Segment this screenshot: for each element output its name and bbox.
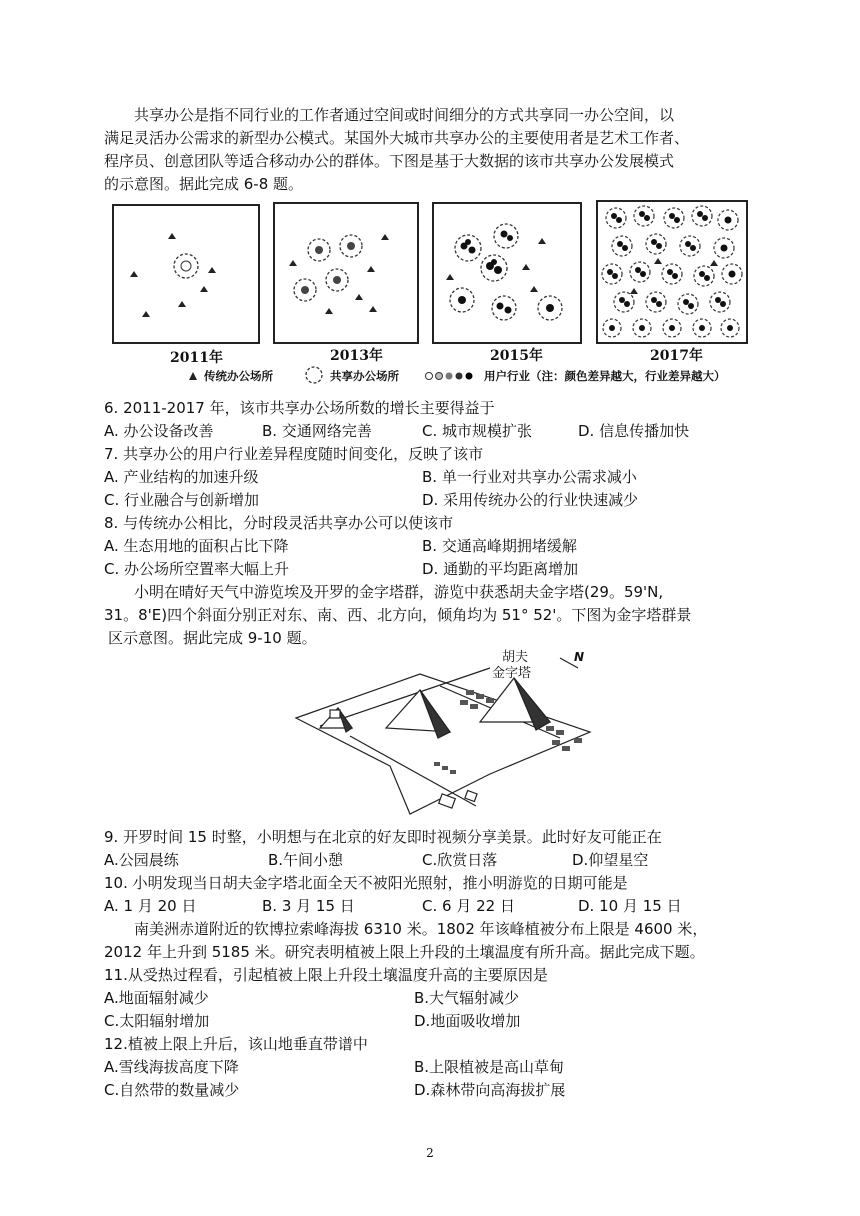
q12-option-c[interactable]: C.自然带的数量减少 bbox=[104, 1081, 240, 1099]
q8-option-d[interactable]: D. 通勤的平均距离增加 bbox=[422, 560, 579, 578]
khufu-label-line-2: 金字塔 bbox=[492, 666, 532, 681]
q7-stem: 7. 共享办公的用户行业差异程度随时间变化，反映了该市 bbox=[104, 445, 484, 463]
q8-option-a[interactable]: A. 生态用地的面积占比下降 bbox=[104, 537, 289, 555]
pyramid-complex-figure bbox=[290, 646, 610, 822]
q11-stem: 11.从受热过程看，引起植被上限上升段土壤温度升高的主要原因是 bbox=[104, 966, 548, 984]
q8-option-b[interactable]: B. 交通高峰期拥堵缓解 bbox=[422, 537, 577, 555]
q10-option-d[interactable]: D. 10 月 15 日 bbox=[578, 897, 682, 915]
q12-stem: 12.植被上限上升后，该山地垂直带谱中 bbox=[104, 1035, 368, 1053]
triangle-legend-icon bbox=[188, 371, 198, 381]
q12-option-d[interactable]: D.森林带向高海拔扩展 bbox=[414, 1081, 566, 1099]
q6-option-d[interactable]: D. 信息传播加快 bbox=[578, 422, 690, 440]
passage-1-line-3: 程序员、创意团队等适合移动办公的群体。下图是基于大数据的该市共享办公发展模式 bbox=[104, 152, 675, 170]
q10-stem: 10. 小明发现当日胡夫金字塔北面全天不被阳光照射，推小明游览的日期可能是 bbox=[104, 874, 628, 892]
legend-users-label: 用户行业（注：颜色差异越大，行业差异越大） bbox=[484, 369, 726, 383]
passage-1-line-4: 的示意图。据此完成 6-8 题。 bbox=[104, 175, 304, 193]
passage-3-line-1: 南美洲赤道附近的钦博拉索峰海拔 6310 米。1802 年该峰植被分布上限是 4600 米， bbox=[134, 920, 708, 938]
passage-2-line-3: 区示意图。据此完成 9-10 题。 bbox=[108, 629, 317, 647]
q11-option-d[interactable]: D.地面吸收增加 bbox=[414, 1012, 521, 1030]
panel-2017-map bbox=[598, 202, 746, 342]
q7-option-c[interactable]: C. 行业融合与创新增加 bbox=[104, 491, 260, 509]
legend-shared-label: 共享办公场所 bbox=[330, 369, 399, 383]
panel-2013 bbox=[273, 202, 419, 344]
dashed-circle-legend-icon bbox=[304, 365, 324, 385]
q9-option-c[interactable]: C.欣赏日落 bbox=[422, 851, 498, 869]
q11-option-b[interactable]: B.大气辐射减少 bbox=[414, 989, 520, 1007]
panel-2011-map bbox=[114, 206, 258, 342]
q9-option-a[interactable]: A.公园晨练 bbox=[104, 851, 179, 869]
q9-option-b[interactable]: B.午间小憩 bbox=[268, 851, 344, 869]
panel-2015 bbox=[432, 202, 582, 344]
panel-2015-map bbox=[434, 204, 580, 342]
passage-2-line-1: 小明在晴好天气中游览埃及开罗的金字塔群，游览中获悉胡夫金字塔(29。59'N, bbox=[134, 583, 664, 601]
year-2013-label: 2013年 bbox=[330, 348, 383, 364]
panel-2013-map bbox=[275, 204, 417, 342]
year-2017-label: 2017年 bbox=[650, 348, 703, 364]
year-2011-label: 2011年 bbox=[170, 350, 223, 366]
panel-2011 bbox=[112, 204, 260, 344]
year-2015-label: 2015年 bbox=[490, 348, 543, 364]
q6-option-b[interactable]: B. 交通网络完善 bbox=[262, 422, 372, 440]
q11-option-a[interactable]: A.地面辐射减少 bbox=[104, 989, 209, 1007]
q6-option-c[interactable]: C. 城市规模扩张 bbox=[422, 422, 533, 440]
q10-option-c[interactable]: C. 6 月 22 日 bbox=[422, 897, 515, 915]
passage-1-line-1: 共享办公是指不同行业的工作者通过空间或时间细分的方式共享同一办公空间，以 bbox=[134, 106, 675, 124]
passage-2-line-2: 31。8'E)四个斜面分别正对东、南、西、北方向，倾角均为 51° 52'。下图为金字塔群景 bbox=[104, 606, 692, 624]
q7-option-b[interactable]: B. 单一行业对共享办公需求减小 bbox=[422, 468, 637, 486]
q10-option-b[interactable]: B. 3 月 15 日 bbox=[262, 897, 355, 915]
dot-scale-legend-icon bbox=[424, 370, 478, 382]
north-label: N bbox=[574, 650, 585, 664]
q9-stem: 9. 开罗时间 15 时整，小明想与在北京的好友即时视频分享美景。此时好友可能正在 bbox=[104, 828, 662, 846]
q11-option-c[interactable]: C.太阳辐射增加 bbox=[104, 1012, 210, 1030]
page-number: 2 bbox=[426, 1146, 434, 1160]
q12-option-b[interactable]: B.上限植被是高山草甸 bbox=[414, 1058, 565, 1076]
q6-stem: 6. 2011-2017 年，该市共享办公场所数的增长主要得益于 bbox=[104, 399, 495, 417]
khufu-label-line-1: 胡夫 bbox=[502, 650, 529, 665]
q8-stem: 8. 与传统办公相比，分时段灵活共享办公可以使该市 bbox=[104, 514, 454, 532]
panel-2017 bbox=[596, 200, 748, 344]
pyramid-map bbox=[290, 646, 610, 822]
passage-3-line-2: 2012 年上升到 5185 米。研究表明植被上限上升段的土壤温度有所升高。据此完成下题。 bbox=[104, 943, 705, 961]
q9-option-d[interactable]: D.仰望星空 bbox=[572, 851, 649, 869]
q7-option-d[interactable]: D. 采用传统办公的行业快速减少 bbox=[422, 491, 639, 509]
shared-office-figure bbox=[108, 200, 768, 390]
q8-option-c[interactable]: C. 办公场所空置率大幅上升 bbox=[104, 560, 290, 578]
legend-traditional-label: 传统办公场所 bbox=[204, 369, 273, 383]
passage-1-line-2: 满足灵活办公需求的新型办公模式。某国外大城市共享办公的主要使用者是艺术工作者、 bbox=[104, 129, 690, 147]
q10-option-a[interactable]: A. 1 月 20 日 bbox=[104, 897, 197, 915]
q12-option-a[interactable]: A.雪线海拔高度下降 bbox=[104, 1058, 239, 1076]
q6-option-a[interactable]: A. 办公设备改善 bbox=[104, 422, 214, 440]
q7-option-a[interactable]: A. 产业结构的加速升级 bbox=[104, 468, 259, 486]
